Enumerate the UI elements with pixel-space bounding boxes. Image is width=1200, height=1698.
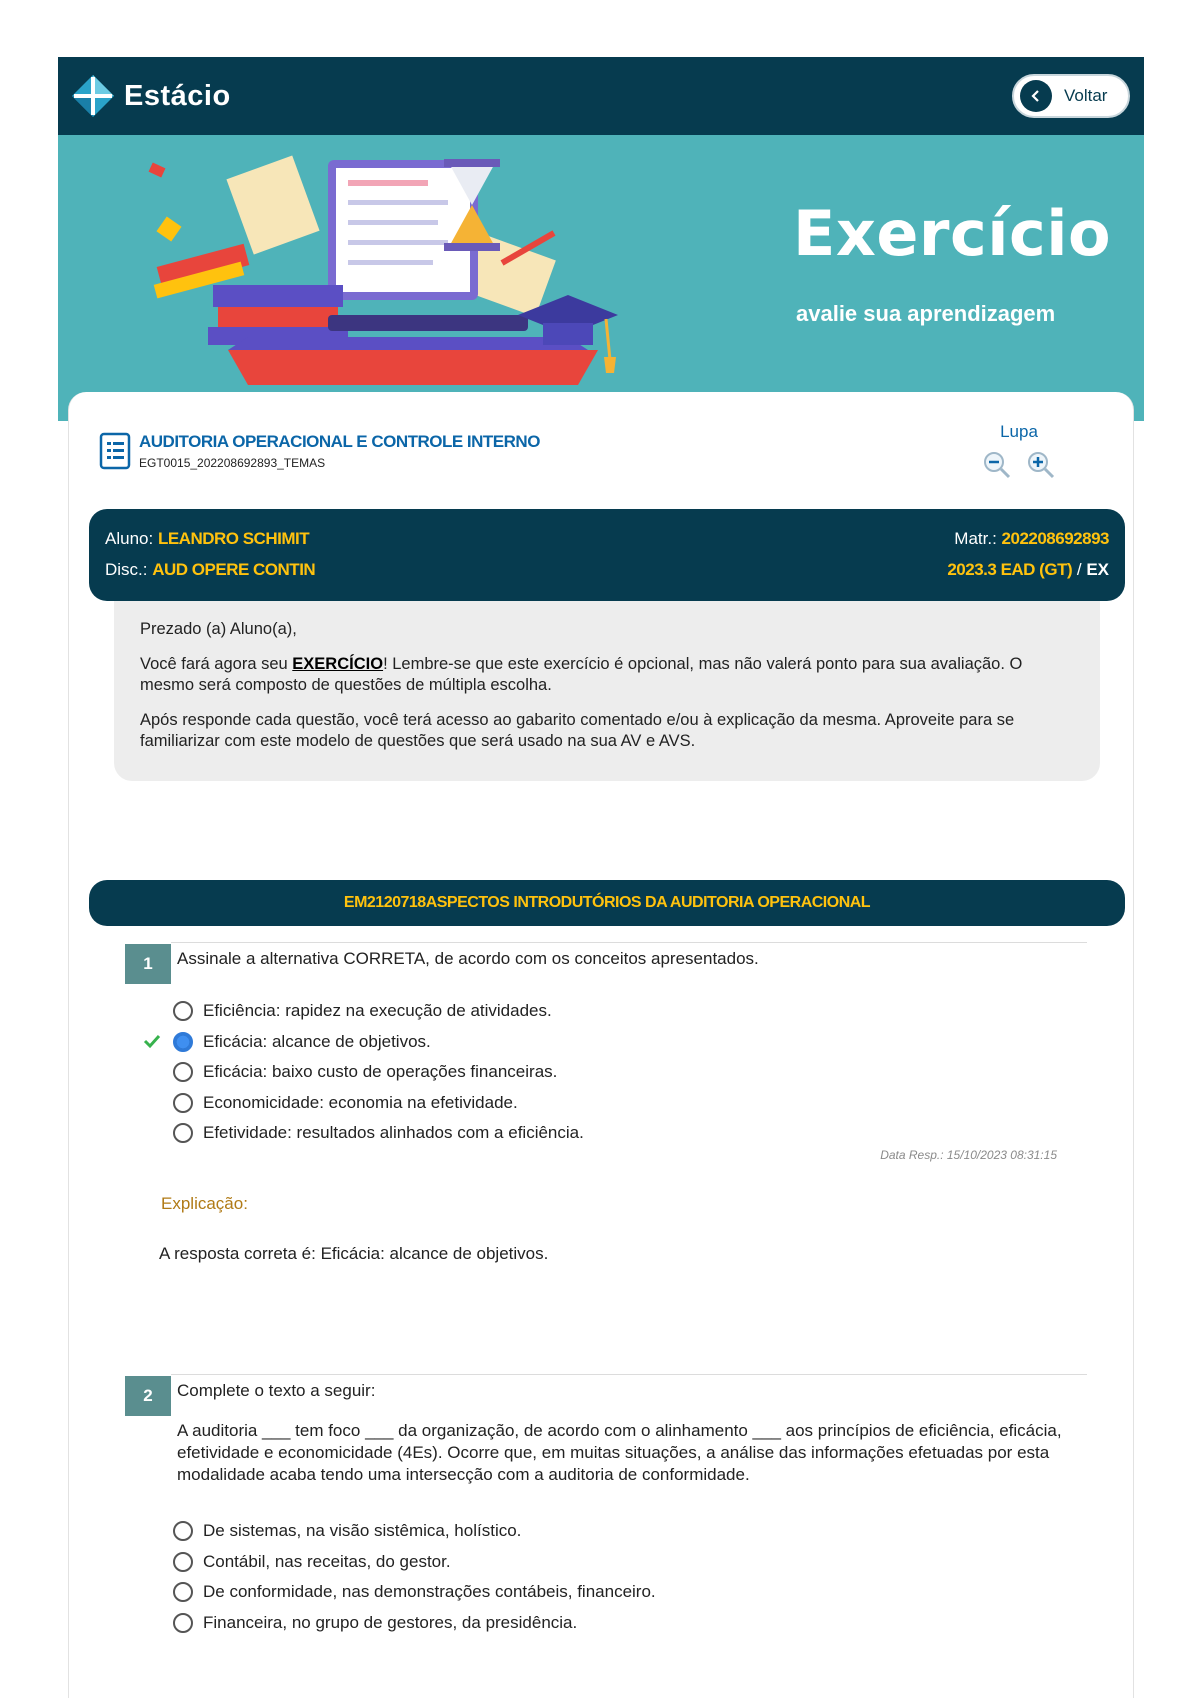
radio-button[interactable]: [173, 1123, 193, 1143]
matricula-row: [954, 529, 1109, 549]
student-name-row: [105, 529, 309, 549]
main-card: [68, 392, 1134, 1698]
study-illustration: [138, 145, 698, 420]
exercise-banner: [58, 135, 1144, 421]
banner-title: Exercício: [793, 197, 1112, 270]
radio-button[interactable]: [173, 1582, 193, 1602]
course-code: EGT0015_202208692893_TEMAS: [139, 456, 326, 470]
magnifier-controls: [977, 422, 1061, 480]
question-statement: Complete o texto a seguir:: [177, 1381, 376, 1400]
explanation-text: A resposta correta é: Eficácia: alcance de objetivos.: [159, 1244, 549, 1263]
question-number: 1: [125, 944, 171, 984]
option-label: De sistemas, na visão sistêmica, holístico.: [203, 1521, 522, 1541]
option[interactable]: [173, 1057, 584, 1088]
response-timestamp: Data Resp.: 15/10/2023 08:31:15: [880, 1148, 1057, 1162]
notice-p1-after: ! Lembre-se que este exercício é opcional, mas não valerá ponto para sua avaliação. O mesmo será composto de questões de múltipla escolha.: [140, 655, 1023, 694]
aluno-label: Aluno:: [105, 529, 154, 548]
question-number: 2: [125, 1376, 171, 1416]
instructions-box: [114, 601, 1100, 781]
student-info-bar: [89, 509, 1125, 601]
top-header: [58, 57, 1144, 135]
option[interactable]: [173, 1547, 656, 1578]
option[interactable]: [173, 996, 584, 1027]
option-label: Eficácia: baixo custo de operações financeiras.: [203, 1062, 558, 1082]
lupa-label: Lupa: [1000, 422, 1038, 441]
notice-paragraph-1: [140, 654, 1074, 696]
back-button[interactable]: [1012, 74, 1130, 118]
options-list: [173, 996, 584, 1149]
option[interactable]: [173, 1577, 656, 1608]
notice-greeting: Prezado (a) Aluno(a),: [140, 620, 297, 638]
course-title: AUDITORIA OPERACIONAL E CONTROLE INTERNO: [139, 432, 540, 451]
option[interactable]: [173, 1118, 584, 1149]
option[interactable]: [173, 1516, 656, 1547]
radio-button[interactable]: [173, 1093, 193, 1113]
period-value: 2023.3 EAD (GT): [947, 560, 1073, 579]
radio-button[interactable]: [173, 1062, 193, 1082]
document-icon: [99, 432, 131, 470]
radio-button[interactable]: [173, 1521, 193, 1541]
option-label: Eficiência: rapidez na execução de atividades.: [203, 1001, 552, 1021]
radio-button-selected[interactable]: [173, 1032, 193, 1052]
option-label: Efetividade: resultados alinhados com a eficiência.: [203, 1123, 584, 1143]
course-header: [99, 432, 540, 470]
question-divider: [171, 1374, 1087, 1375]
back-button-label: Voltar: [1064, 86, 1108, 105]
banner-subtitle: avalie sua aprendizagem: [796, 301, 1056, 326]
option-label: Economicidade: economia na efetividade.: [203, 1092, 518, 1112]
option-selected[interactable]: [173, 1027, 584, 1058]
option-label: De conformidade, nas demonstrações contábeis, financeiro.: [203, 1582, 656, 1602]
period-row: [947, 560, 1109, 580]
radio-button[interactable]: [173, 1552, 193, 1572]
period-separator: /: [1076, 560, 1082, 579]
option[interactable]: [173, 1608, 656, 1639]
estacio-logo[interactable]: [70, 73, 231, 119]
disc-value: AUD OPERE CONTIN: [152, 560, 316, 579]
aluno-value: LEANDRO SCHIMIT: [157, 529, 310, 548]
option[interactable]: [173, 1088, 584, 1119]
notice-p1-before: Você fará agora seu: [140, 655, 293, 673]
notice-paragraph-2: Após responde cada questão, você terá acesso ao gabarito comentado e/ou à explicação da mesma. Aproveite para se familiarizar com este modelo de questões que será usado na sua AV e AVS.: [140, 711, 1015, 750]
brand-name: Estácio: [124, 79, 231, 112]
period-type: EX: [1086, 560, 1109, 579]
radio-button[interactable]: [173, 1001, 193, 1021]
option-label: Eficácia: alcance de objetivos.: [203, 1031, 431, 1051]
explanation-title: Explicação:: [161, 1194, 248, 1213]
question-statement: Assinale a alternativa CORRETA, de acordo com os conceitos apresentados.: [177, 949, 759, 968]
question-divider: [171, 942, 1087, 943]
disc-label: Disc.:: [105, 560, 148, 579]
question-1: [125, 942, 1087, 1282]
question-body: A auditoria ___ tem foco ___ da organização, de acordo com o alinhamento ___ aos princípios de eficiência, eficácia, efetividade e economicidade (4Es). Ocorre que, em muitas situações, a análise das informações efetuadas por esta modalidade acaba tendo uma intersecção com a auditoria de conformidade.: [177, 1421, 1062, 1484]
estacio-logo-icon: [70, 73, 116, 119]
notice-exercicio: EXERCÍCIO: [292, 655, 384, 673]
section-header: EM2120718ASPECTOS INTRODUTÓRIOS DA AUDITORIA OPERACIONAL: [89, 880, 1125, 926]
option-label: Financeira, no grupo de gestores, da presidência.: [203, 1612, 578, 1632]
question-2: [125, 1374, 1087, 1694]
zoom-in-icon[interactable]: [1026, 450, 1056, 480]
option-label: Contábil, nas receitas, do gestor.: [203, 1551, 451, 1571]
checkmark-icon: [143, 1033, 161, 1049]
radio-button[interactable]: [173, 1613, 193, 1633]
options-list: [173, 1516, 656, 1638]
matr-value: 202208692893: [1001, 529, 1109, 548]
discipline-row: [105, 560, 315, 580]
chevron-left-icon: [1020, 80, 1052, 112]
matr-label: Matr.:: [954, 529, 997, 548]
zoom-out-icon[interactable]: [982, 450, 1012, 480]
